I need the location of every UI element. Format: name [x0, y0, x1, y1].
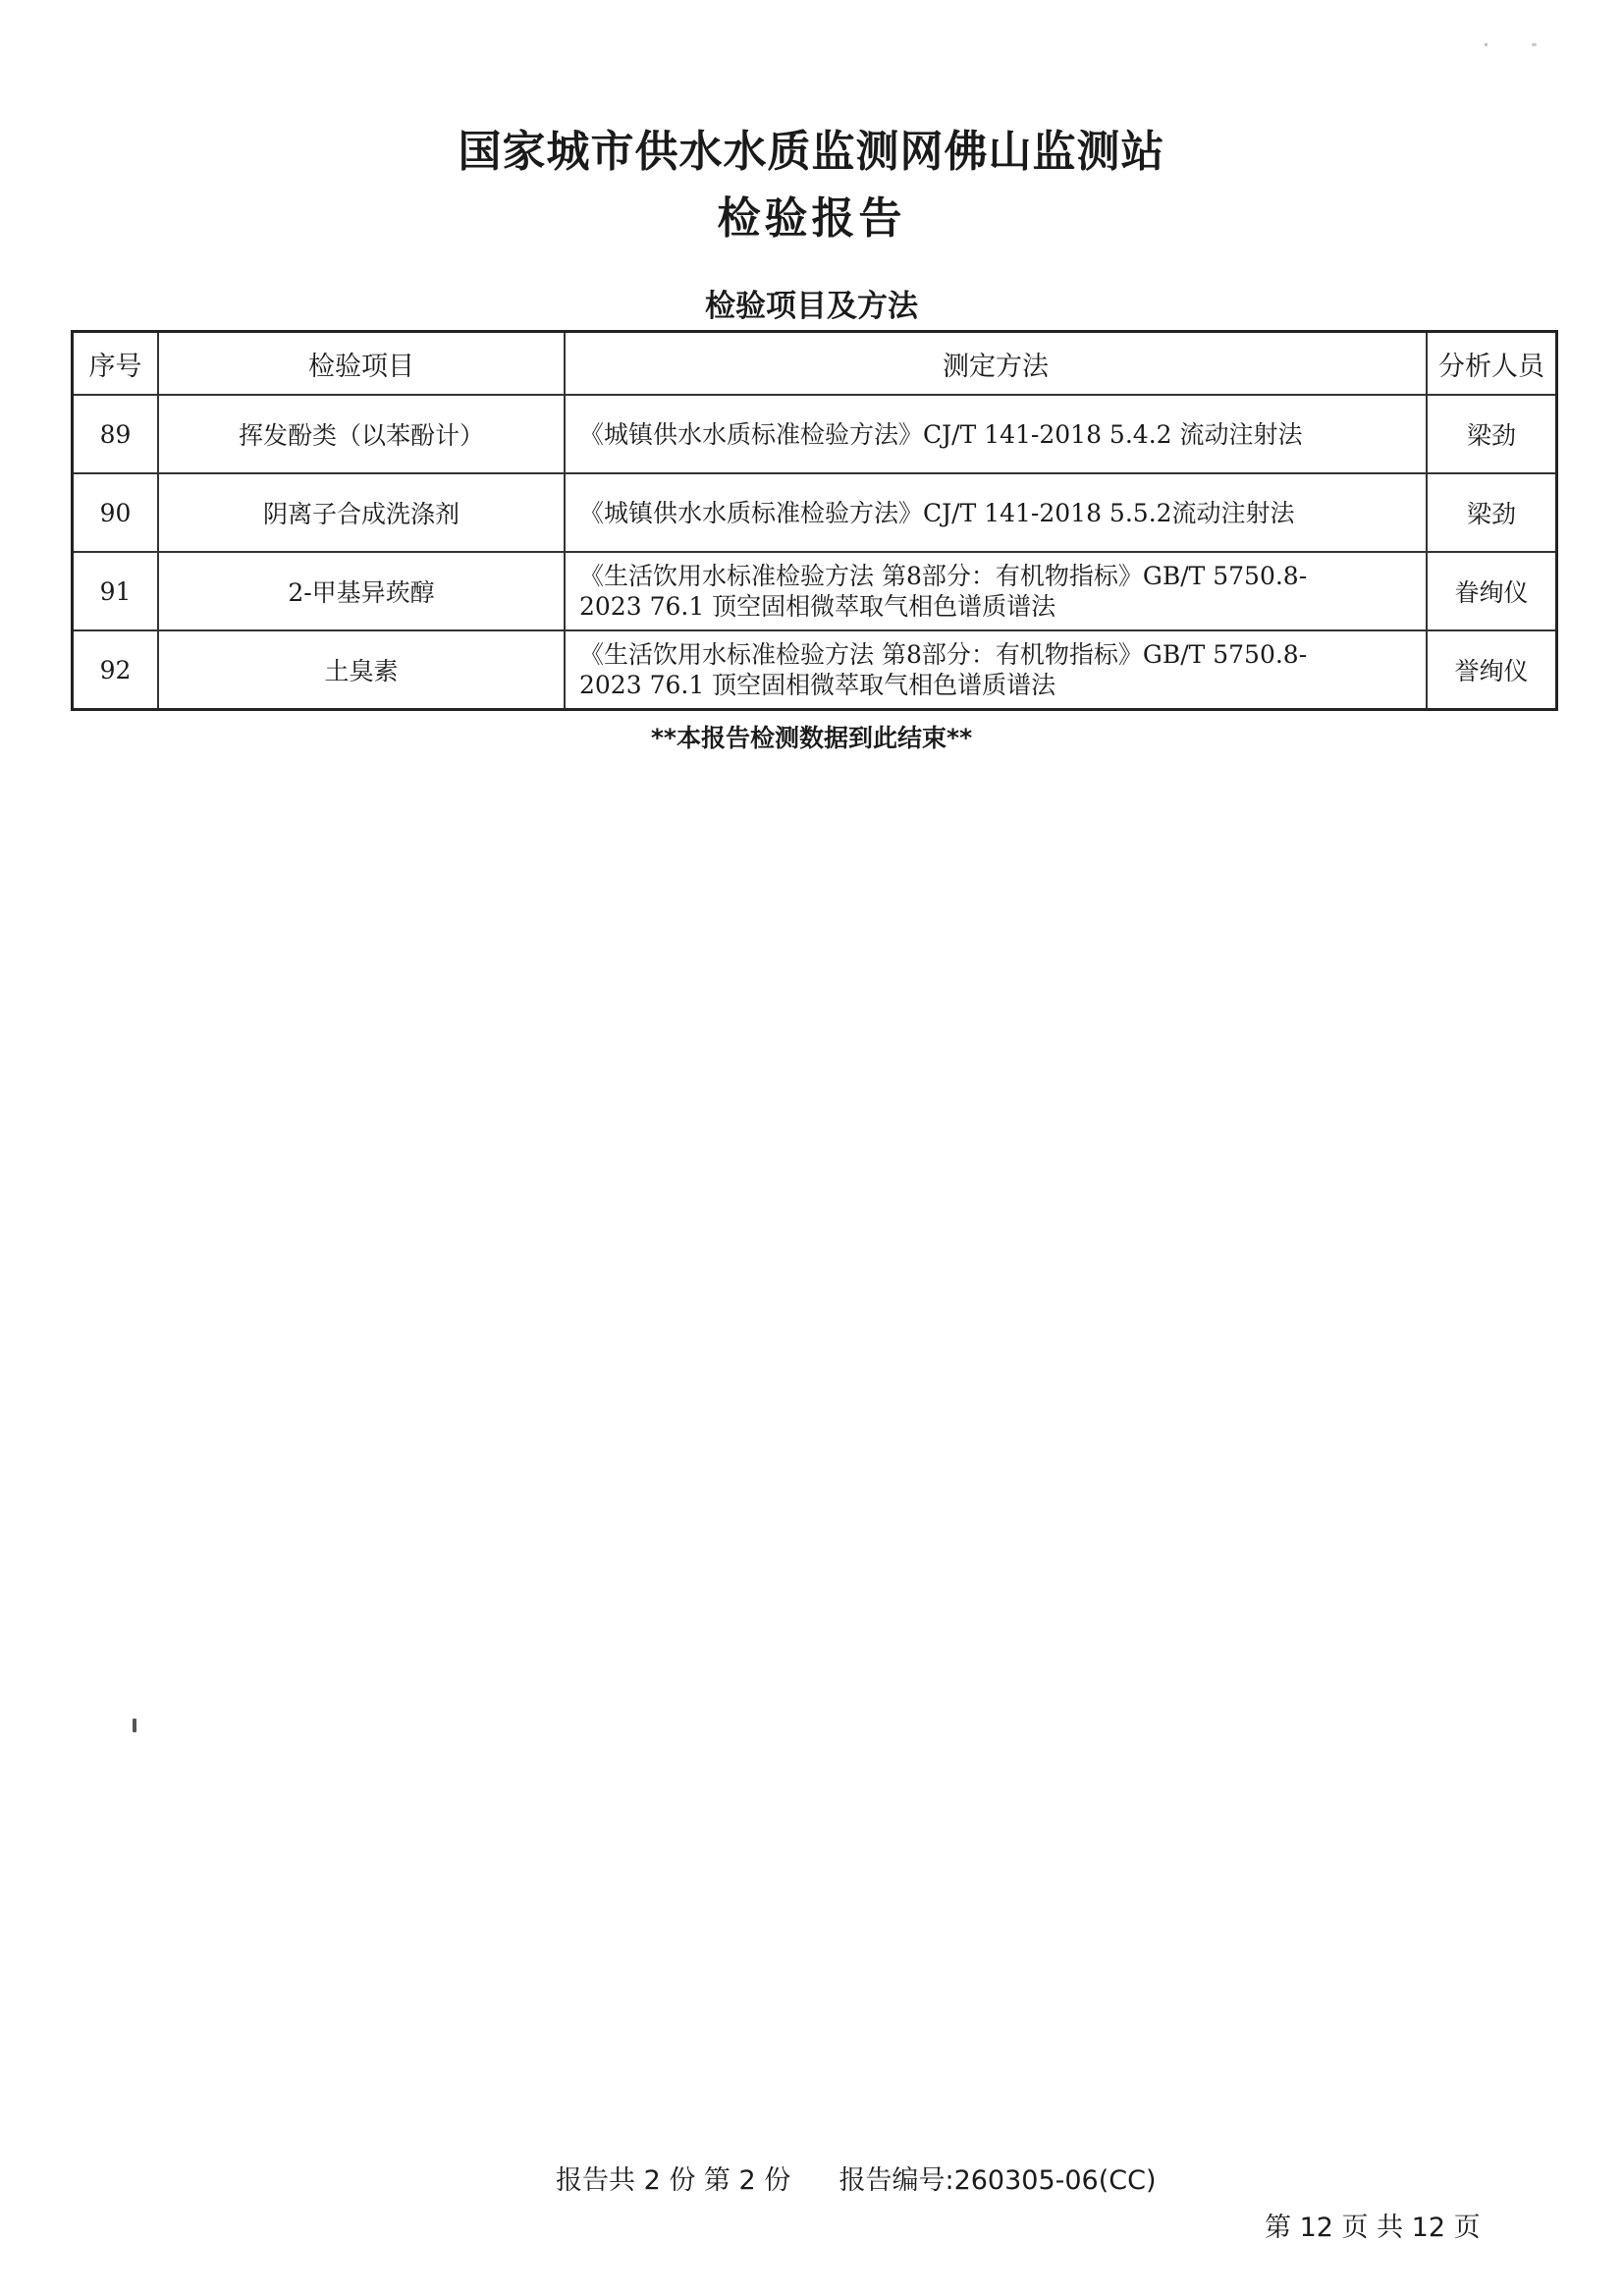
method-line-2: 2023 76.1 顶空固相微萃取气相色谱质谱法	[579, 671, 1056, 699]
row-analyst: 眷绚仪	[1427, 552, 1557, 630]
row-method	[565, 552, 1427, 630]
row-analyst: 梁劲	[1427, 473, 1557, 552]
method-line-1: 《城镇供水水质标准检验方法》CJ/T 141-2018 5.4.2 流动注射法	[579, 419, 1303, 449]
scan-speck	[133, 1719, 136, 1732]
row-method	[565, 473, 1427, 552]
section-title: 检验项目及方法	[705, 289, 918, 324]
report-title: 检验报告	[717, 193, 906, 244]
method-line-1: 《城镇供水水质标准检验方法》CJ/T 141-2018 5.5.2流动注射法	[579, 498, 1295, 527]
scan-speck	[1532, 43, 1537, 46]
row-no: 89	[73, 395, 159, 473]
org-title: 国家城市供水水质监测网佛山监测站	[458, 127, 1165, 177]
table-row	[73, 473, 1557, 552]
column-header-no: 序号	[73, 332, 159, 396]
row-item: 土臭素	[158, 630, 565, 710]
row-method	[565, 630, 1427, 710]
table-header-row	[73, 332, 1557, 396]
row-analyst: 誉绚仪	[1427, 630, 1557, 710]
method-line-1: 《生活饮用水标准检验方法 第8部分：有机物指标》GB/T 5750.8-	[579, 562, 1308, 590]
column-header-method: 测定方法	[565, 332, 1427, 396]
method-line-1: 《生活饮用水标准检验方法 第8部分：有机物指标》GB/T 5750.8-	[579, 640, 1308, 669]
table-row	[73, 630, 1557, 710]
table-row	[73, 395, 1557, 473]
row-analyst: 梁劲	[1427, 395, 1557, 473]
scan-speck	[1485, 43, 1488, 46]
footer-report-info	[556, 2159, 1157, 2197]
method-line-2: 2023 76.1 顶空固相微萃取气相色谱质谱法	[579, 592, 1056, 621]
end-of-data-note: **本报告检测数据到此结束**	[650, 724, 973, 752]
footer-copies: 报告共 2 份 第 2 份	[556, 2165, 791, 2196]
row-item: 2-甲基异莰醇	[158, 552, 565, 630]
footer-page-number: 第 12 页 共 12 页	[1265, 2213, 1481, 2243]
column-header-analyst: 分析人员	[1427, 332, 1557, 396]
row-item: 挥发酚类（以苯酚计）	[158, 395, 565, 473]
row-no: 92	[73, 630, 159, 710]
row-item: 阴离子合成洗涤剂	[158, 473, 565, 552]
methods-table	[71, 330, 1558, 711]
row-method	[565, 395, 1427, 473]
column-header-item: 检验项目	[158, 332, 565, 396]
row-no: 91	[73, 552, 159, 630]
footer-report-number: 报告编号:260305-06(CC)	[839, 2165, 1157, 2196]
row-no: 90	[73, 473, 159, 552]
table-row	[73, 552, 1557, 630]
